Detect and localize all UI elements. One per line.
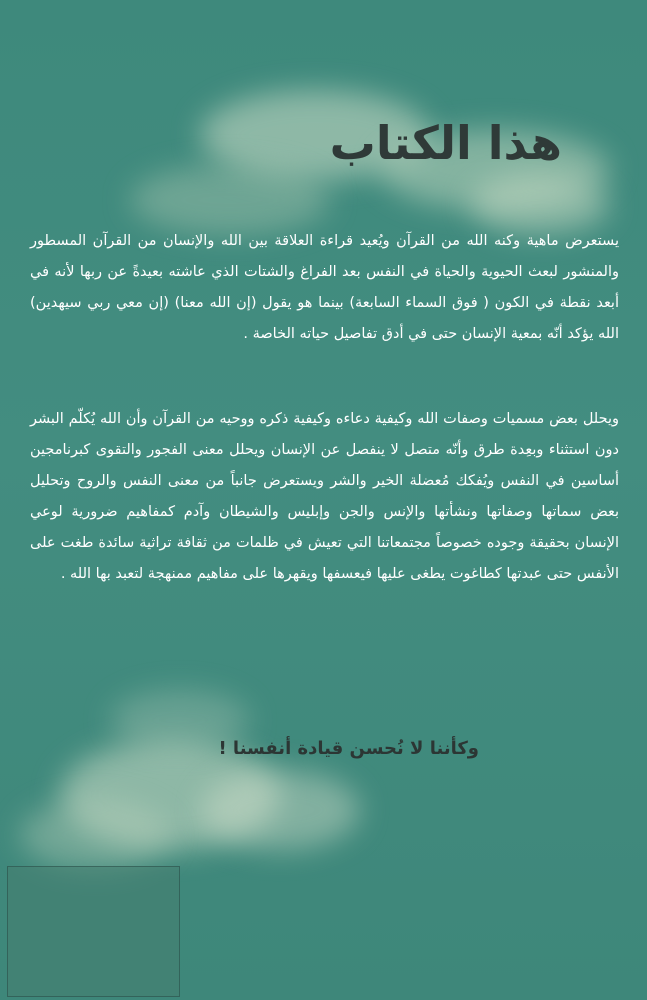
closing-line: وكأننا لا نُحسن قيادة أنفسنا ! (218, 738, 479, 759)
cloud-top (130, 165, 330, 235)
cloud-bottom (20, 800, 170, 870)
description-paragraph-1: يستعرض ماهية وكنه الله من القرآن ويُعيد قراءة العلاقة بين الله والإنسان من القرآن المسطور والمنشور لبعث الحيوية والحياة في النفس بعد الفراغ والشتات الذي عاشته بعيدةً عن ربها لأنه في أبعد نقطة في الكون ( فوق السماء السابعة) بينما هو يقول (إن الله معنا) (إن معي ربي سيهدين) الله يؤكد أنّه بمعية الإنسان حتى في أدق تفاصيل حياته الخاصة . (30, 233, 619, 342)
cloud-bottom (200, 770, 360, 850)
cover-title: هذا الكتاب (329, 116, 562, 170)
barcode-area (7, 866, 180, 997)
description-paragraph-2: ويحلل بعض مسميات وصفات الله وكيفية دعاءه وكيفية ذكره ووحيه من القرآن وأن الله يُكلّم البشر دون استثناء وبعِدة طرق وأنّه متصل لا ينفصل عن الإنسان ويحلل معنى الفجور والتقوى كبرنامجين أساسين في النفس ويُفكك مُعضلة الخير والشر ويستعرض جانباً من معنى النفس والروح وتحليل بعض سماتها وصفاتها ونشأتها والإنس والجن وإبليس والشيطان وآدم كمفاهيم ضرورية لوعي الإنسان بحقيقة وجوده خصوصاً مجتمعاتنا التي تعيش في ظلمات من ثقافة تراثية سائدة طغت على الأنفس حتى عبدتها كطاغوت يطغى عليها فيعسفها ويقهرها على مفاهيم ممنهجة لتعبد بها الله . (30, 411, 619, 582)
